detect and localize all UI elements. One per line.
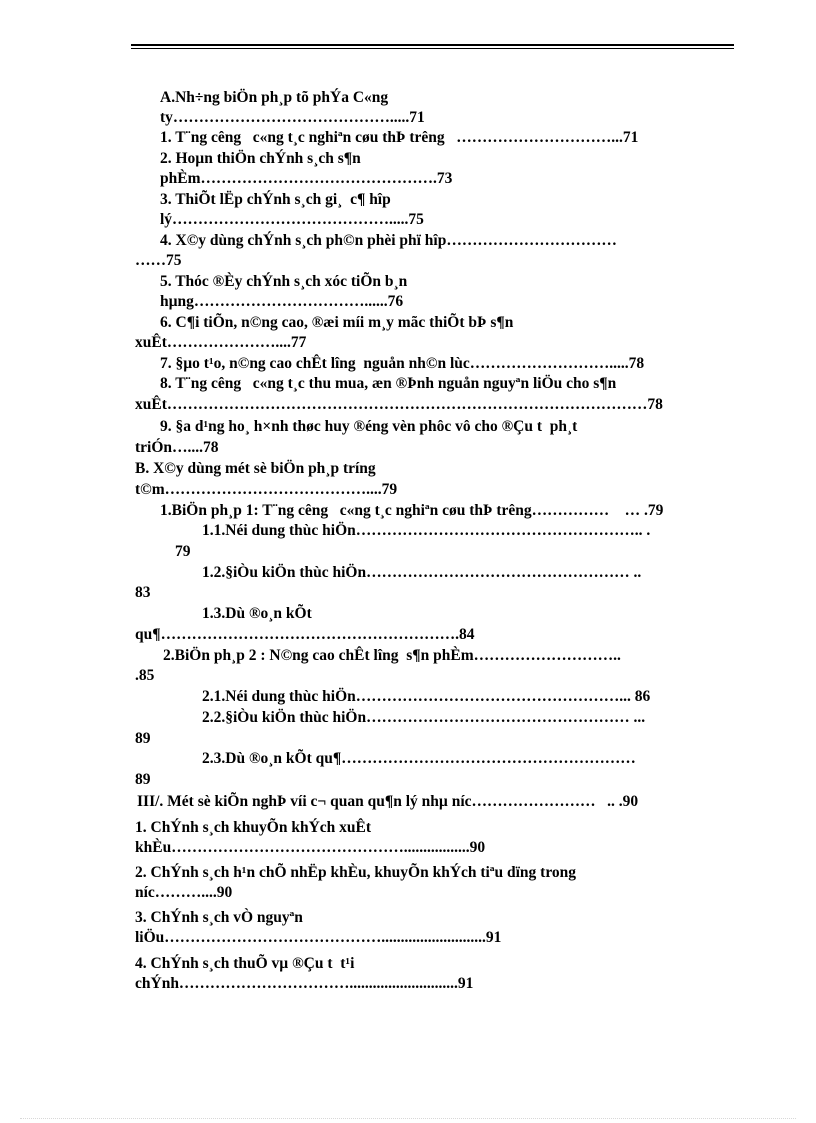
toc-line: lý…………………………………….....75	[160, 211, 424, 228]
toc-line: 2. Hoµn thiÖn chÝnh s¸ch s¶n	[160, 150, 361, 167]
toc-line: xuÊt…………………....77	[135, 334, 307, 351]
header-rule-thin	[131, 48, 734, 49]
toc-line: liÖu……………………………………...........................91	[135, 929, 502, 946]
toc-line: 3. ThiÕt lËp chÝnh s¸ch gi¸ c¶ hîp	[160, 191, 391, 208]
toc-line: 83	[135, 584, 151, 601]
toc-line: 1. ChÝnh s¸ch khuyÕn khÝch xuÊt	[135, 819, 372, 836]
toc-line: 2.2.§iÒu kiÖn thùc hiÖn…………………………………………… ...	[202, 709, 646, 726]
toc-line: 2. ChÝnh s¸ch h¹n chÕ nhËp khÈu, khuyÕn khÝch tiªu dïng trong	[135, 864, 577, 881]
toc-line: III/. Mét sè kiÕn nghÞ víi c¬ quan qu¶n lý nhµ níc…………………… .. .90	[137, 793, 639, 810]
toc-line: 7. §µo t¹o, n©ng cao chÊt lîng nguån nh©n lùc……………………….....78	[160, 355, 645, 372]
toc-line: 2.1.Néi dung thùc hiÖn……………………………………………... 86	[202, 688, 651, 705]
toc-line: 3. ChÝnh s¸ch vÒ nguyªn	[135, 909, 303, 926]
toc-line: 2.3.Dù ®o¸n kÕt qu¶…………………………………………………	[202, 750, 636, 767]
toc-line: .85	[135, 667, 155, 684]
toc-line: B. X©y dùng mét sè biÖn ph¸p tríng	[135, 460, 376, 477]
toc-line: 9. §a d¹ng ho¸ h×nh thøc huy ®éng vèn phôc vô cho ®Çu t ph¸t	[160, 418, 578, 435]
toc-line: 6. C¶i tiÕn, n©ng cao, ®æi míi m¸y mãc thiÕt bÞ s¶n	[160, 314, 514, 331]
toc-line: ty…………………………………….....71	[160, 109, 425, 126]
toc-line: 4. X©y dùng chÝnh s¸ch ph©n phèi phï hîp……………………………	[160, 232, 617, 249]
toc-line: níc………....90	[135, 884, 233, 901]
toc-line: chÝnh……………………………............................91	[135, 975, 474, 992]
toc-line: 1.3.Dù ®o¸n kÕt	[202, 605, 312, 622]
toc-line: 1.2.§iÒu kiÖn thùc hiÖn…………………………………………… ..	[202, 564, 642, 581]
toc-line: 2.BiÖn ph¸p 2 : N©ng cao chÊt lîng s¶n phÈm………………………..	[163, 647, 621, 664]
toc-line: A.Nh÷ng biÖn ph¸p tõ phÝa C«ng	[160, 89, 389, 106]
toc-line: 89	[135, 771, 151, 788]
toc-line: 1. T¨ng cêng c«ng t¸c nghiªn cøu thÞ trêng …………………………...71	[160, 129, 639, 146]
toc-line: khÈu……………………………………….................90	[135, 839, 486, 856]
toc-line: 79	[175, 543, 191, 560]
toc-line: xuÊt…………………………………………………………………………………78	[135, 396, 663, 413]
toc-line: ……75	[135, 252, 182, 269]
toc-line: phÈm……………………………………….73	[160, 170, 453, 187]
toc-line: triÓn…....78	[135, 439, 219, 456]
toc-line: 4. ChÝnh s¸ch thuÕ vµ ®Çu t t¹i	[135, 955, 355, 972]
toc-line: qu¶………………………………………………….84	[135, 626, 475, 643]
toc-line: 1.BiÖn ph¸p 1: T¨ng cêng c«ng t¸c nghiªn cøu thÞ trêng…………… … .79	[160, 502, 664, 519]
header-rule-thick	[131, 44, 734, 46]
toc-line: 8. T¨ng cêng c«ng t¸c thu mua, æn ®Þnh nguån nguyªn liÖu cho s¶n	[160, 375, 617, 392]
toc-line: 89	[135, 730, 151, 747]
footer-dotted-line	[20, 1118, 796, 1119]
toc-line: t©m…………………………………....79	[135, 481, 398, 498]
toc-line: hµng……………………………......76	[160, 293, 404, 310]
toc-line: 5. Thóc ®Èy chÝnh s¸ch xóc tiÕn b¸n	[160, 273, 408, 290]
toc-line: 1.1.Néi dung thùc hiÖn……………………………………………….. .	[202, 522, 651, 539]
